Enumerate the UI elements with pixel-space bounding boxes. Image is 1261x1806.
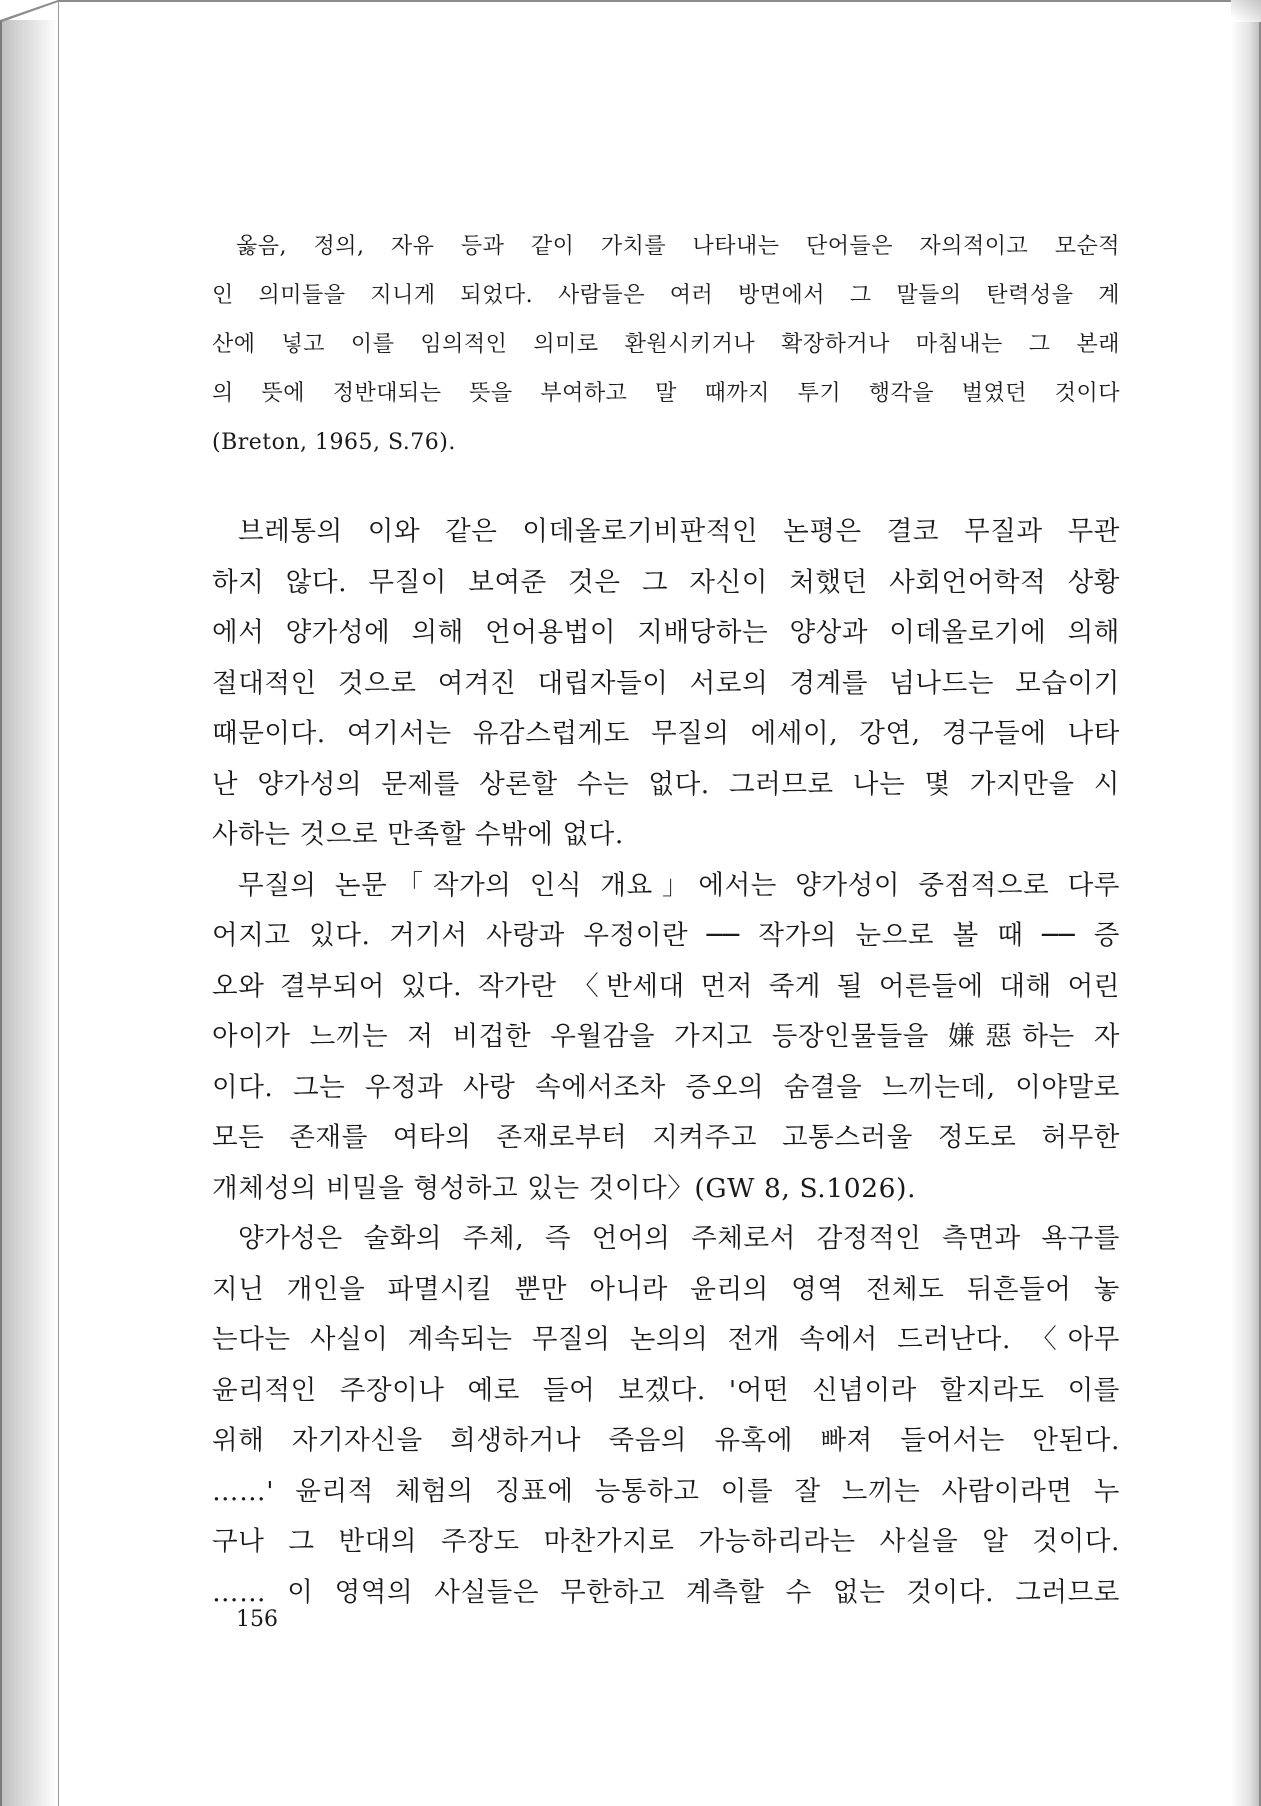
body-line: 이다. 그는 우정과 사랑 속에서조차 증오의 숨결을 느끼는데, 이야말로 xyxy=(212,1071,1120,1103)
quote-line: 인 의미들을 지니게 되었다. 사람들은 여러 방면에서 그 말들의 탄력성을 계 xyxy=(212,283,1120,308)
quote-line: 옳음, 정의, 자유 등과 같이 가치를 나타내는 단어들은 자의적이고 모순적 xyxy=(236,234,1120,259)
body-line: 하지 않다. 무질이 보여준 것은 그 자신이 처했던 사회언어학적 상황 xyxy=(212,566,1120,598)
body-line: 절대적인 것으로 여겨진 대립자들이 서로의 경계를 넘나드는 모습이기 xyxy=(212,667,1120,699)
body-line: 아이가 느끼는 저 비겁한 우월감을 가지고 등장인물들을 嫌惡하는 자 xyxy=(212,1021,1120,1052)
quote-line: 의 뜻에 정반대되는 뜻을 부여하고 말 때까지 투기 행각을 벌였던 것이다 xyxy=(212,381,1120,406)
body-line: 지닌 개인을 파멸시킬 뿐만 아니라 윤리의 영역 전체도 뒤흔들어 놓 xyxy=(212,1273,1120,1305)
page-top-corner xyxy=(1231,0,1261,22)
body-line: 에서 양가성에 의해 언어용법이 지배당하는 양상과 이데올로기에 의해 xyxy=(212,617,1120,648)
body-line: 오와 결부되어 있다. 작가란 〈반세대 먼저 죽게 될 어른들에 대해 어린 xyxy=(212,970,1120,1002)
body-line: 때문이다. 여기서는 유감스럽게도 무질의 에세이, 강연, 경구들에 나타 xyxy=(212,718,1120,749)
page-content xyxy=(212,222,1120,1618)
body-line: 윤리적인 주장이나 예로 들어 보겠다. '어떤 신념이라 할지라도 이를 xyxy=(212,1374,1120,1406)
body-line: …… 이 영역의 사실들은 무한하고 계측할 수 없는 것이다. 그러므로 xyxy=(212,1576,1120,1608)
paragraph xyxy=(212,1214,1120,1618)
body-line: 양가성은 술화의 주체, 즉 언어의 주체로서 감정적인 측면과 욕구를 xyxy=(238,1223,1120,1254)
paragraph xyxy=(212,507,1120,861)
body-line: 구나 그 반대의 주장도 마찬가지로 가능하리라는 사실을 알 것이다. xyxy=(212,1526,1120,1557)
page-right-edge xyxy=(1231,0,1261,1806)
body-line: 브레통의 이와 같은 이데올로기비판적인 논평은 결코 무질과 무관 xyxy=(238,516,1120,547)
body-line: 난 양가성의 문제를 상론할 수는 없다. 그러므로 나는 몇 가지만을 시 xyxy=(212,768,1120,800)
quote-citation: (Breton, 1965, S.76). xyxy=(212,430,456,455)
body-line: 는다는 사실이 계속되는 무질의 논의의 전개 속에서 드러난다. 〈아무 xyxy=(212,1324,1120,1355)
body-line: 사하는 것으로 만족할 수밖에 없다. xyxy=(212,819,624,850)
body-line: 모든 존재를 여타의 존재로부터 지켜주고 고통스러울 정도로 허무한 xyxy=(212,1122,1120,1153)
paragraph xyxy=(212,861,1120,1215)
block-quote xyxy=(212,222,1120,467)
quote-line: 산에 넣고 이를 임의적인 의미로 환원시키거나 확장하거나 마침내는 그 본래 xyxy=(212,332,1120,357)
book-spine-shadow xyxy=(0,20,58,1806)
body-line: 개체성의 비밀을 형성하고 있는 것이다〉(GW 8, S.1026). xyxy=(212,1172,917,1204)
body-line: 위해 자기자신을 희생하거나 죽음의 유혹에 빠져 들어서는 안된다. xyxy=(212,1425,1120,1456)
body-line: 어지고 있다. 거기서 사랑과 우정이란 ── 작가의 눈으로 볼 때 ── 증 xyxy=(212,920,1120,951)
body-line: ……' 윤리적 체험의 징표에 능통하고 이를 잘 느끼는 사람이라면 누 xyxy=(212,1475,1120,1507)
body-line: 무질의 논문「작가의 인식 개요」에서는 양가성이 중점적으로 다루 xyxy=(238,869,1120,901)
book-spine-edge xyxy=(0,20,2,1806)
page-number: 156 xyxy=(236,1607,278,1632)
